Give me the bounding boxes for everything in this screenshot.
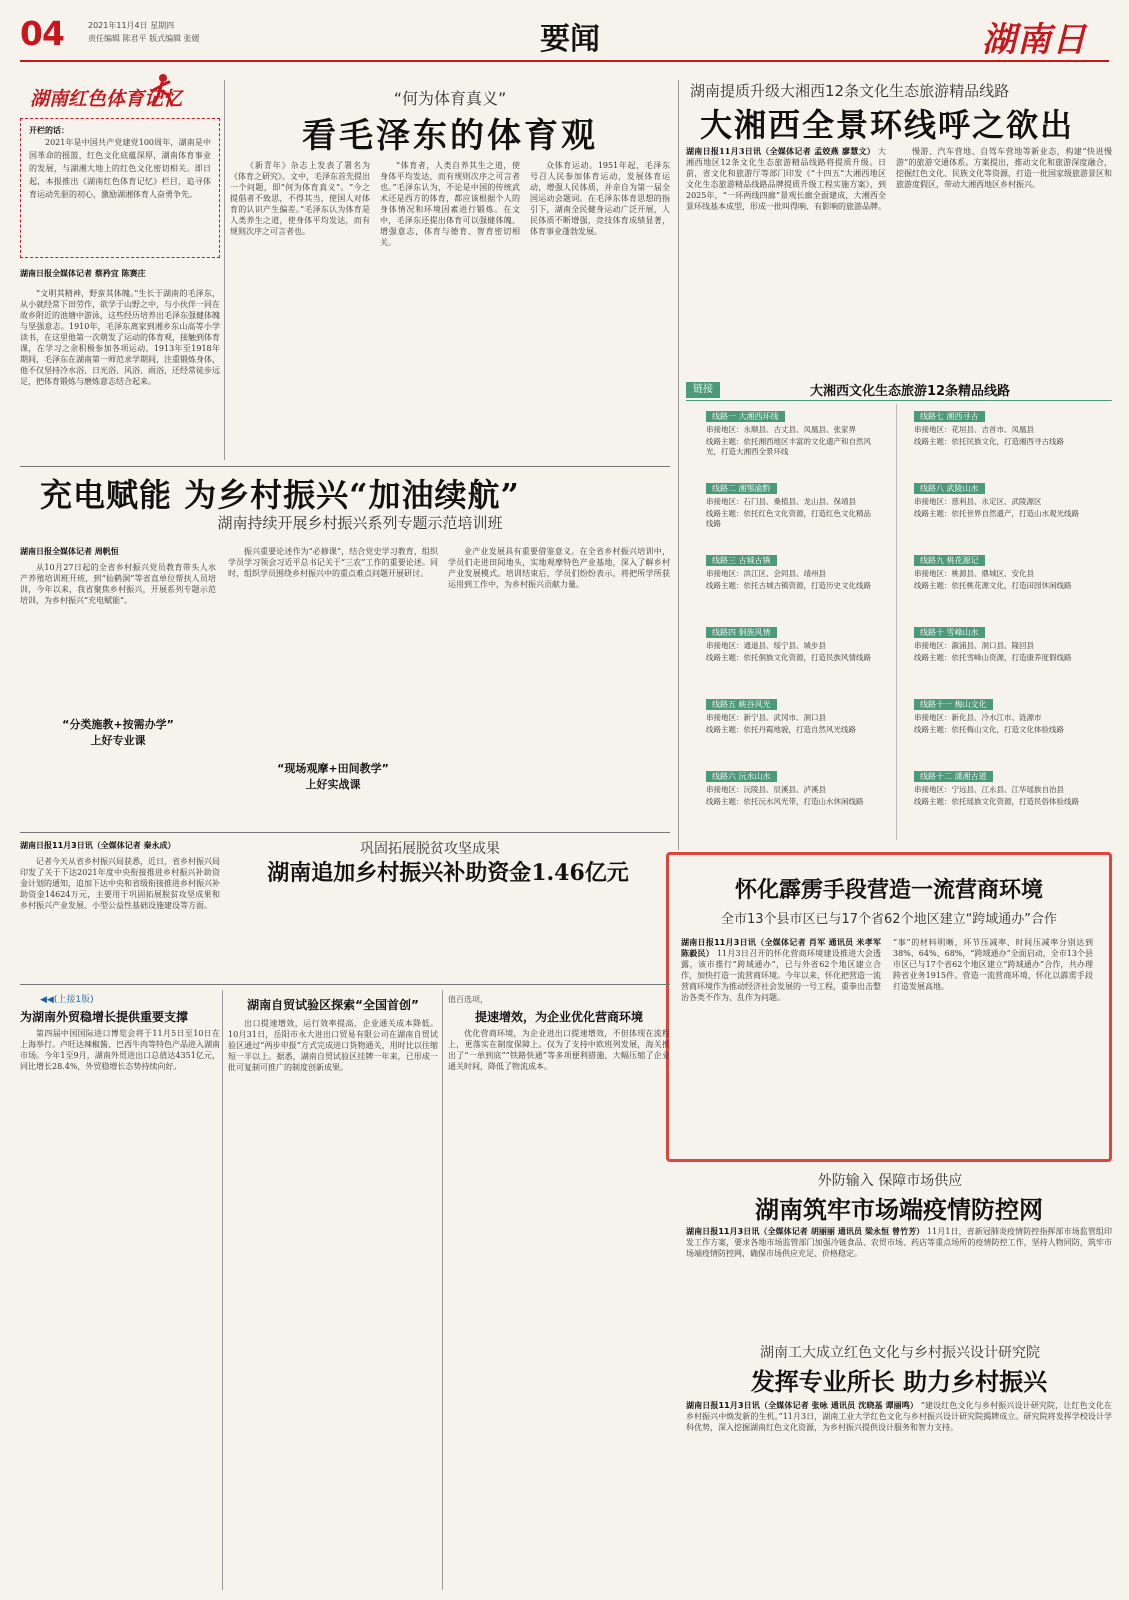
route-item bbox=[706, 476, 874, 529]
route-name: 线路四 侗族风情 bbox=[706, 627, 777, 638]
huaihua-body-1: 11月3日召开的怀化营商环境建设推进大会透露，该市推行“跨域通办”，已与外省62个地区建立合作，加快打造一流营商环境。今年以来，怀化把营造一流营商环境作为推动经济社会发展的一号工程，重拳出击整治各类不作为、乱作为问题。 bbox=[681, 949, 881, 1002]
fangkong-body-text: 11月1日，省新冠肺炎疫情防控指挥部市场监管组印发工作方案，要求各地市场监管部门加强冷链食品、农贸市场、药店等重点场所的疫情防控工作，坚持人物同防，筑牢市场端疫情防控网，确保市场供应充足、价格稳定。 bbox=[686, 1227, 1112, 1258]
fangkong-headline: 湖南筑牢市场端疫情防控网 bbox=[755, 1196, 1043, 1224]
chongdian-sub2 bbox=[228, 760, 438, 792]
huaihua-col-1 bbox=[681, 937, 881, 1003]
chongdian-sub1-line2: 上好专业课 bbox=[90, 734, 146, 747]
route-item bbox=[914, 404, 1082, 447]
tiyu-body-2: “体育者，人类自养其生之道，使身体平均发达，而有规则次序之可言者也。”毛泽东认为，不论是中国的传统武术还是西方的体育，都应该根据个人的身体情况和环境因素进行锻炼。在文中，毛泽东还提出体育可以强健体魄、增强意志，体育与德育、智育密切相关。 bbox=[380, 161, 520, 247]
fangkong-kicker: 外防输入 保障市场供应 bbox=[817, 1173, 963, 1189]
red-sport-header bbox=[30, 84, 220, 114]
route-name: 线路二 湘鄂渝黔 bbox=[706, 483, 777, 494]
route-hub: 串接地区：永顺县、古丈县、凤凰县、张家界 bbox=[706, 425, 856, 434]
route-theme: 线路主题：依托沅水风光带，打造山水休闲线路 bbox=[706, 797, 864, 806]
route-hub: 串接地区：花垣县、吉首市、凤凰县 bbox=[914, 425, 1034, 434]
route-theme: 线路主题：依托古城古镇资源，打造历史文化线路 bbox=[706, 581, 871, 590]
lower-divider-1 bbox=[222, 990, 223, 1590]
route-item bbox=[914, 476, 1082, 519]
yanjiuyuan-kicker: 湖南工大成立红色文化与乡村振兴设计研究院 bbox=[760, 1345, 1040, 1361]
tiyu-body-3: 众体育运动。1951年起，毛泽东号召人民参加体育运动，发展体育运动，增强人民体质，并亲自为第一届全国运动会题词。在毛泽东体育思想的指引下，湖南全民健身运动广泛开展，人民体质不断增强，竞技体育成绩显著，体育事业蓬勃发展。 bbox=[530, 161, 670, 236]
route-name: 线路五 峡谷风光 bbox=[706, 699, 777, 710]
route-item bbox=[706, 764, 874, 807]
huaihua-body-2: “事”的材料明晰，环节压减率、时间压减率分别达到38%、64%、68%，“跨域通办”全面启动，全市13个县市区已与17个省62个地区建立“跨域通办”合作，共办理跨省业务1915件。营造一流营商环境，怀化以霹雳手段打造发展高地。 bbox=[893, 938, 1093, 991]
route-hub: 串接地区：宁远县、江永县、江华瑶族自治县 bbox=[914, 785, 1064, 794]
routes-link-label: 链接 bbox=[686, 382, 720, 398]
route-name: 线路七 湘西寻古 bbox=[914, 411, 985, 422]
waimao-body: 第四届中国国际进口博览会将于11月5日至10日在上海举行。卢旺达辣椒酱、巴西牛肉等特色产品进入湖南市场。今年1至9月，湖南外贸进出口总值达4351亿元，同比增长28.4%，外贸稳增长态势持续向好。 bbox=[20, 1029, 220, 1071]
route-item bbox=[914, 764, 1082, 807]
route-hub: 串接地区：新化县、冷水江市、涟源市 bbox=[914, 713, 1042, 722]
route-theme: 线路主题：依托梅山文化，打造文化体验线路 bbox=[914, 725, 1064, 734]
route-theme: 线路主题：依托红色文化资源，打造红色文化精品线路 bbox=[706, 509, 871, 528]
route-item bbox=[706, 692, 874, 735]
routes-header: 大湘西文化生态旅游12条精品线路 bbox=[809, 384, 1011, 399]
route-hub: 串接地区：新宁县、武冈市、洞口县 bbox=[706, 713, 826, 722]
yanjiuyuan-body bbox=[686, 1400, 1112, 1590]
tisu-kicker: 值百选项， bbox=[448, 995, 488, 1004]
editor-note-text: 2021年是中国共产党建党100周年，湖南是中国革命的摇篮，红色文化底蕴深厚，湖南体育事业的发展，与湖湘大地上的红色文化密切相关。即日起，本报推出《湖南红色体育记忆》栏目，追寻体育运动先驱的初心，激励湖湘体育人奋勇争先。 bbox=[29, 138, 211, 199]
route-item bbox=[914, 620, 1082, 663]
tiyu-kicker: “何为体育真义” bbox=[393, 89, 507, 108]
route-item bbox=[706, 404, 874, 457]
route-item bbox=[914, 692, 1082, 735]
fupin-body: 记者今天从省乡村振兴局获悉，近日，省乡村振兴局印发了关于下达2021年度中央衔接推进乡村振兴补助资金计划的通知，追加下达中央和省级衔接推进乡村振兴补助资金14624万元，主要用于巩固拓展脱贫攻坚成果和乡村振兴产业发展、小型公益性基础设施建设等方面。 bbox=[20, 857, 220, 910]
tiyu-headline: 看毛泽东的体育观 bbox=[302, 116, 598, 156]
route-hub: 串接地区：洪江区、会同县、靖州县 bbox=[706, 569, 826, 578]
chongdian-sub1 bbox=[20, 716, 216, 748]
yanjiuyuan-headline: 发挥专业所长 助力乡村振兴 bbox=[750, 1368, 1048, 1396]
route-name: 线路九 桃花源记 bbox=[914, 555, 985, 566]
fangkong-body bbox=[686, 1226, 1112, 1336]
route-hub: 串接地区：慈利县、永定区、武陵源区 bbox=[914, 497, 1042, 506]
route-theme: 线路主题：依托瑶族文化资源，打造民俗体验线路 bbox=[914, 797, 1079, 806]
section-title: 要闻 bbox=[540, 22, 600, 57]
masthead-rule bbox=[20, 60, 1109, 62]
routes-rule bbox=[686, 400, 1112, 401]
fupin-headline: 湖南追加乡村振兴补助资金1.46亿元 bbox=[267, 860, 629, 886]
ziyou-body: 出口提速增效，运行效率提高，企业通关成本降低。10月31日，岳阳市永大进出口贸易有限公司在湖南自贸试验区通过“两步申报”方式完成进口货物通关，用时比以往缩短一半以上。据悉，湖南自贸试验区挂牌一年来，已形成一批可复制可推广的制度创新成果。 bbox=[228, 1019, 438, 1072]
huaihua-byline: 湖南日报11月3日讯（全媒体记者 肖军 通讯员 米孝军 陈毅民） bbox=[681, 938, 881, 958]
route-name: 线路十二 潇湘古道 bbox=[914, 771, 993, 782]
route-name: 线路十一 梅山文化 bbox=[914, 699, 993, 710]
yanjiuyuan-body-text: “建设红色文化与乡村振兴设计研究院，让红色文化在乡村振兴中焕发新的生机。”11月3日，湖南工业大学红色文化与乡村振兴设计研究院揭牌成立。研究院将发挥学校设计学科优势，深入挖掘湖南红色文化资源，为乡村振兴提供设计服务和智力支持。 bbox=[686, 1401, 1112, 1432]
route-theme: 线路主题：依托湘西地区丰富的文化遗产和自然风光，打造大湘西全景环线 bbox=[706, 437, 871, 456]
divider-left-mid bbox=[224, 80, 225, 460]
xiangxi-kicker: 湖南提质升级大湘西12条文化生态旅游精品线路 bbox=[690, 82, 1010, 100]
routes-divider bbox=[896, 404, 897, 840]
route-item bbox=[914, 548, 1082, 591]
routes-grid bbox=[686, 404, 1112, 844]
chongdian-headline: 充电赋能 为乡村振兴“加油续航” bbox=[40, 476, 520, 514]
xiangxi-body-2: 慢游、汽车营地、自驾车营地等新业态，构建“快进慢游”的旅游交通体系。方案提出，推动文化和旅游深度融合，挖掘红色文化、民族文化等资源，打造一批国家级旅游景区和旅游度假区，带动大湘西地区乡村振兴。 bbox=[896, 147, 1112, 189]
route-theme: 线路主题：依托雪峰山资源，打造康养度假线路 bbox=[914, 653, 1072, 662]
route-item bbox=[706, 548, 874, 591]
huaihua-headline: 怀化霹雳手段营造一流营商环境 bbox=[734, 878, 1043, 903]
route-item bbox=[706, 620, 874, 663]
route-theme: 线路主题：依托丹霞地貌，打造自然风光线路 bbox=[706, 725, 856, 734]
huaihua-subtitle: 全市13个县市区已与17个省62个地区建立“跨域通办”合作 bbox=[720, 912, 1058, 927]
route-hub: 串接地区：溆浦县、洞口县、隆回县 bbox=[914, 641, 1034, 650]
route-hub: 串接地区：桃源县、鼎城区、安化县 bbox=[914, 569, 1034, 578]
issue-date: 2021年11月4日 星期四 bbox=[88, 21, 175, 30]
runner-icon bbox=[149, 72, 175, 112]
route-name: 线路十 雪峰山水 bbox=[914, 627, 985, 638]
chongdian-body-1: 从10月27日起的全省乡村振兴党员教育带头人水产养殖培训班开班，到“仙鹤洞”等省直单位帮扶人员培训，今年以来，我省聚焦乡村振兴，开展系列专题示范培训，为乡村振兴“充电赋能”。 bbox=[20, 563, 216, 605]
editors-line: 责任编辑 陈君平 版式编辑 张媛 bbox=[88, 34, 200, 43]
route-theme: 线路主题：依托民族文化，打造湘西寻古线路 bbox=[914, 437, 1064, 446]
paper-logo: 湖南日 bbox=[982, 20, 1087, 60]
huaihua-box bbox=[666, 852, 1112, 1162]
fupin-kicker: 巩固拓展脱贫攻坚成果 bbox=[360, 841, 500, 857]
xiangxi-body-1: 大湘西地区12条文化生态旅游精品线路将提质升级。日前，省文化和旅游厅等部门印发《“十四五”大湘西地区文化生态旅游精品线路品牌提质升级工程实施方案》，到2025年，“一环两线四廊”景观长廊全面建成，大湘西全景环线基本成型，形成一批叫得响、有影响的旅游品牌。 bbox=[686, 147, 886, 211]
route-hub: 串接地区：通道县、绥宁县、城步县 bbox=[706, 641, 826, 650]
route-name: 线路六 沅水山水 bbox=[706, 771, 777, 782]
route-theme: 线路主题：依托桃花源文化，打造田园休闲线路 bbox=[914, 581, 1072, 590]
editor-note-title: 开栏的话： bbox=[29, 125, 69, 135]
tisu-body: 优化营商环境，为企业进出口提速增效，不但体现在流程上，更落实在制度保障上。仅为了支持中欧班列发展，海关推出了“一单到底”“铁路快通”等多项便利措施，大幅压缩了企业通关时间，降低了物流成本。 bbox=[448, 1029, 670, 1071]
yanjiuyuan-byline: 湖南日报11月3日讯（全媒体记者 张咏 通讯员 沈晓基 谭丽鸣） bbox=[686, 1401, 919, 1410]
ziyou-headline: 湖南自贸试验区探索“全国首创” bbox=[247, 998, 419, 1012]
editor-note-box bbox=[20, 118, 220, 258]
route-hub: 串接地区：石门县、桑植县、龙山县、保靖县 bbox=[706, 497, 856, 506]
red-sport-title: 湖南红色体育记忆 bbox=[30, 88, 183, 110]
chongdian-sub2-line2: 上好实战课 bbox=[305, 778, 361, 791]
page-number: 04 bbox=[20, 14, 64, 50]
lower-left-rule bbox=[20, 984, 670, 985]
route-name: 线路一 大湘西环线 bbox=[706, 411, 785, 422]
route-name: 线路八 武陵山水 bbox=[914, 483, 985, 494]
route-theme: 线路主题：依托世界自然遗产，打造山水观光线路 bbox=[914, 509, 1079, 518]
chongdian-top-rule bbox=[20, 466, 670, 467]
masthead bbox=[0, 0, 1129, 62]
waimao-headline: 为湖南外贸稳增长提供重要支撑 bbox=[20, 1010, 189, 1024]
waimao-tag: ◀◀(上接1版) bbox=[40, 995, 94, 1005]
tiyu-body-1: 《新青年》杂志上发表了署名为《体育之研究》。文中，毛泽东首先提出一个问题，即“何为体育真义”。“今之提倡者不致思，不得其当，使国人对体育的认识产生偏差。”毛泽东认为体育是人类养生之道，使身体平均发达，而有规则次序之可言者也。 bbox=[230, 161, 370, 236]
red-sport-body: “文明其精神，野蛮其体魄。”生长于湖南的毛泽东，从小就经常下田劳作，欲学于山野之中，与小伙伴一同在故乡附近的池塘中游泳，这些经历培养出毛泽东强健体魄与坚强意志。1910年，毛泽东离家到湘乡东山高等小学读书，在这里他第一次萌发了运动的体育观，接触到体育课，在学习之余积极参加各项运动。1913年至1918年期间，毛泽东在湖南第一师范求学期间，注重锻炼身体，他不仅坚持冷水浴、日光浴、风浴、雨浴，还经常徒步远足，把体育锻炼与磨炼意志结合起来。 bbox=[20, 289, 220, 386]
lower-divider-2 bbox=[442, 990, 443, 1590]
chongdian-body-3: 业产业发展具有重要借鉴意义。在全省乡村振兴培训中，学员们走进田间地头，实地观摩特色产业基地，深入了解乡村产业发展模式。培训结束后，学员们纷纷表示，将把所学所获运用到工作中，为乡村振兴贡献力量。 bbox=[448, 547, 670, 589]
divider-mid-right bbox=[678, 80, 679, 850]
fangkong-byline: 湖南日报11月3日讯（全媒体记者 胡丽丽 通讯员 梁永恒 曾竹芳） bbox=[686, 1227, 925, 1236]
red-sport-byline: 湖南日报全媒体记者 蔡矜宜 陈赛庄 bbox=[20, 269, 146, 278]
chongdian-byline: 湖南日报全媒体记者 周帆恒 bbox=[20, 547, 119, 556]
xiangxi-byline bbox=[686, 146, 886, 374]
route-hub: 串接地区：沅陵县、辰溪县、泸溪县 bbox=[706, 785, 826, 794]
chongdian-subtitle: 湖南持续开展乡村振兴系列专题示范培训班 bbox=[217, 514, 503, 532]
chongdian-sub2-line1: “现场观摩+田间教学” bbox=[277, 762, 389, 775]
tisu-headline: 提速增效，为企业优化营商环境 bbox=[474, 1010, 643, 1024]
fupin-top-rule bbox=[20, 832, 670, 833]
fupin-byline: 湖南日报11月3日讯（全媒体记者 秦永成） bbox=[20, 841, 176, 850]
xiangxi-byline-text: 湖南日报11月3日讯（全媒体记者 孟姣燕 廖慧文） bbox=[686, 146, 876, 156]
route-name: 线路三 古城古镇 bbox=[706, 555, 777, 566]
route-theme: 线路主题：依托侗族文化资源，打造民族风情线路 bbox=[706, 653, 871, 662]
chongdian-body-2: 振兴重要论述作为“必修课”，结合党史学习教育，组织学员学习领会习近平总书记关于“三农”工作的重要论述。同时，组织学员围绕乡村振兴中的重点难点问题开展研讨。 bbox=[228, 547, 438, 578]
xiangxi-headline: 大湘西全景环线呼之欲出 bbox=[700, 106, 1075, 144]
chongdian-sub1-line1: “分类施教+按需办学” bbox=[62, 718, 174, 731]
